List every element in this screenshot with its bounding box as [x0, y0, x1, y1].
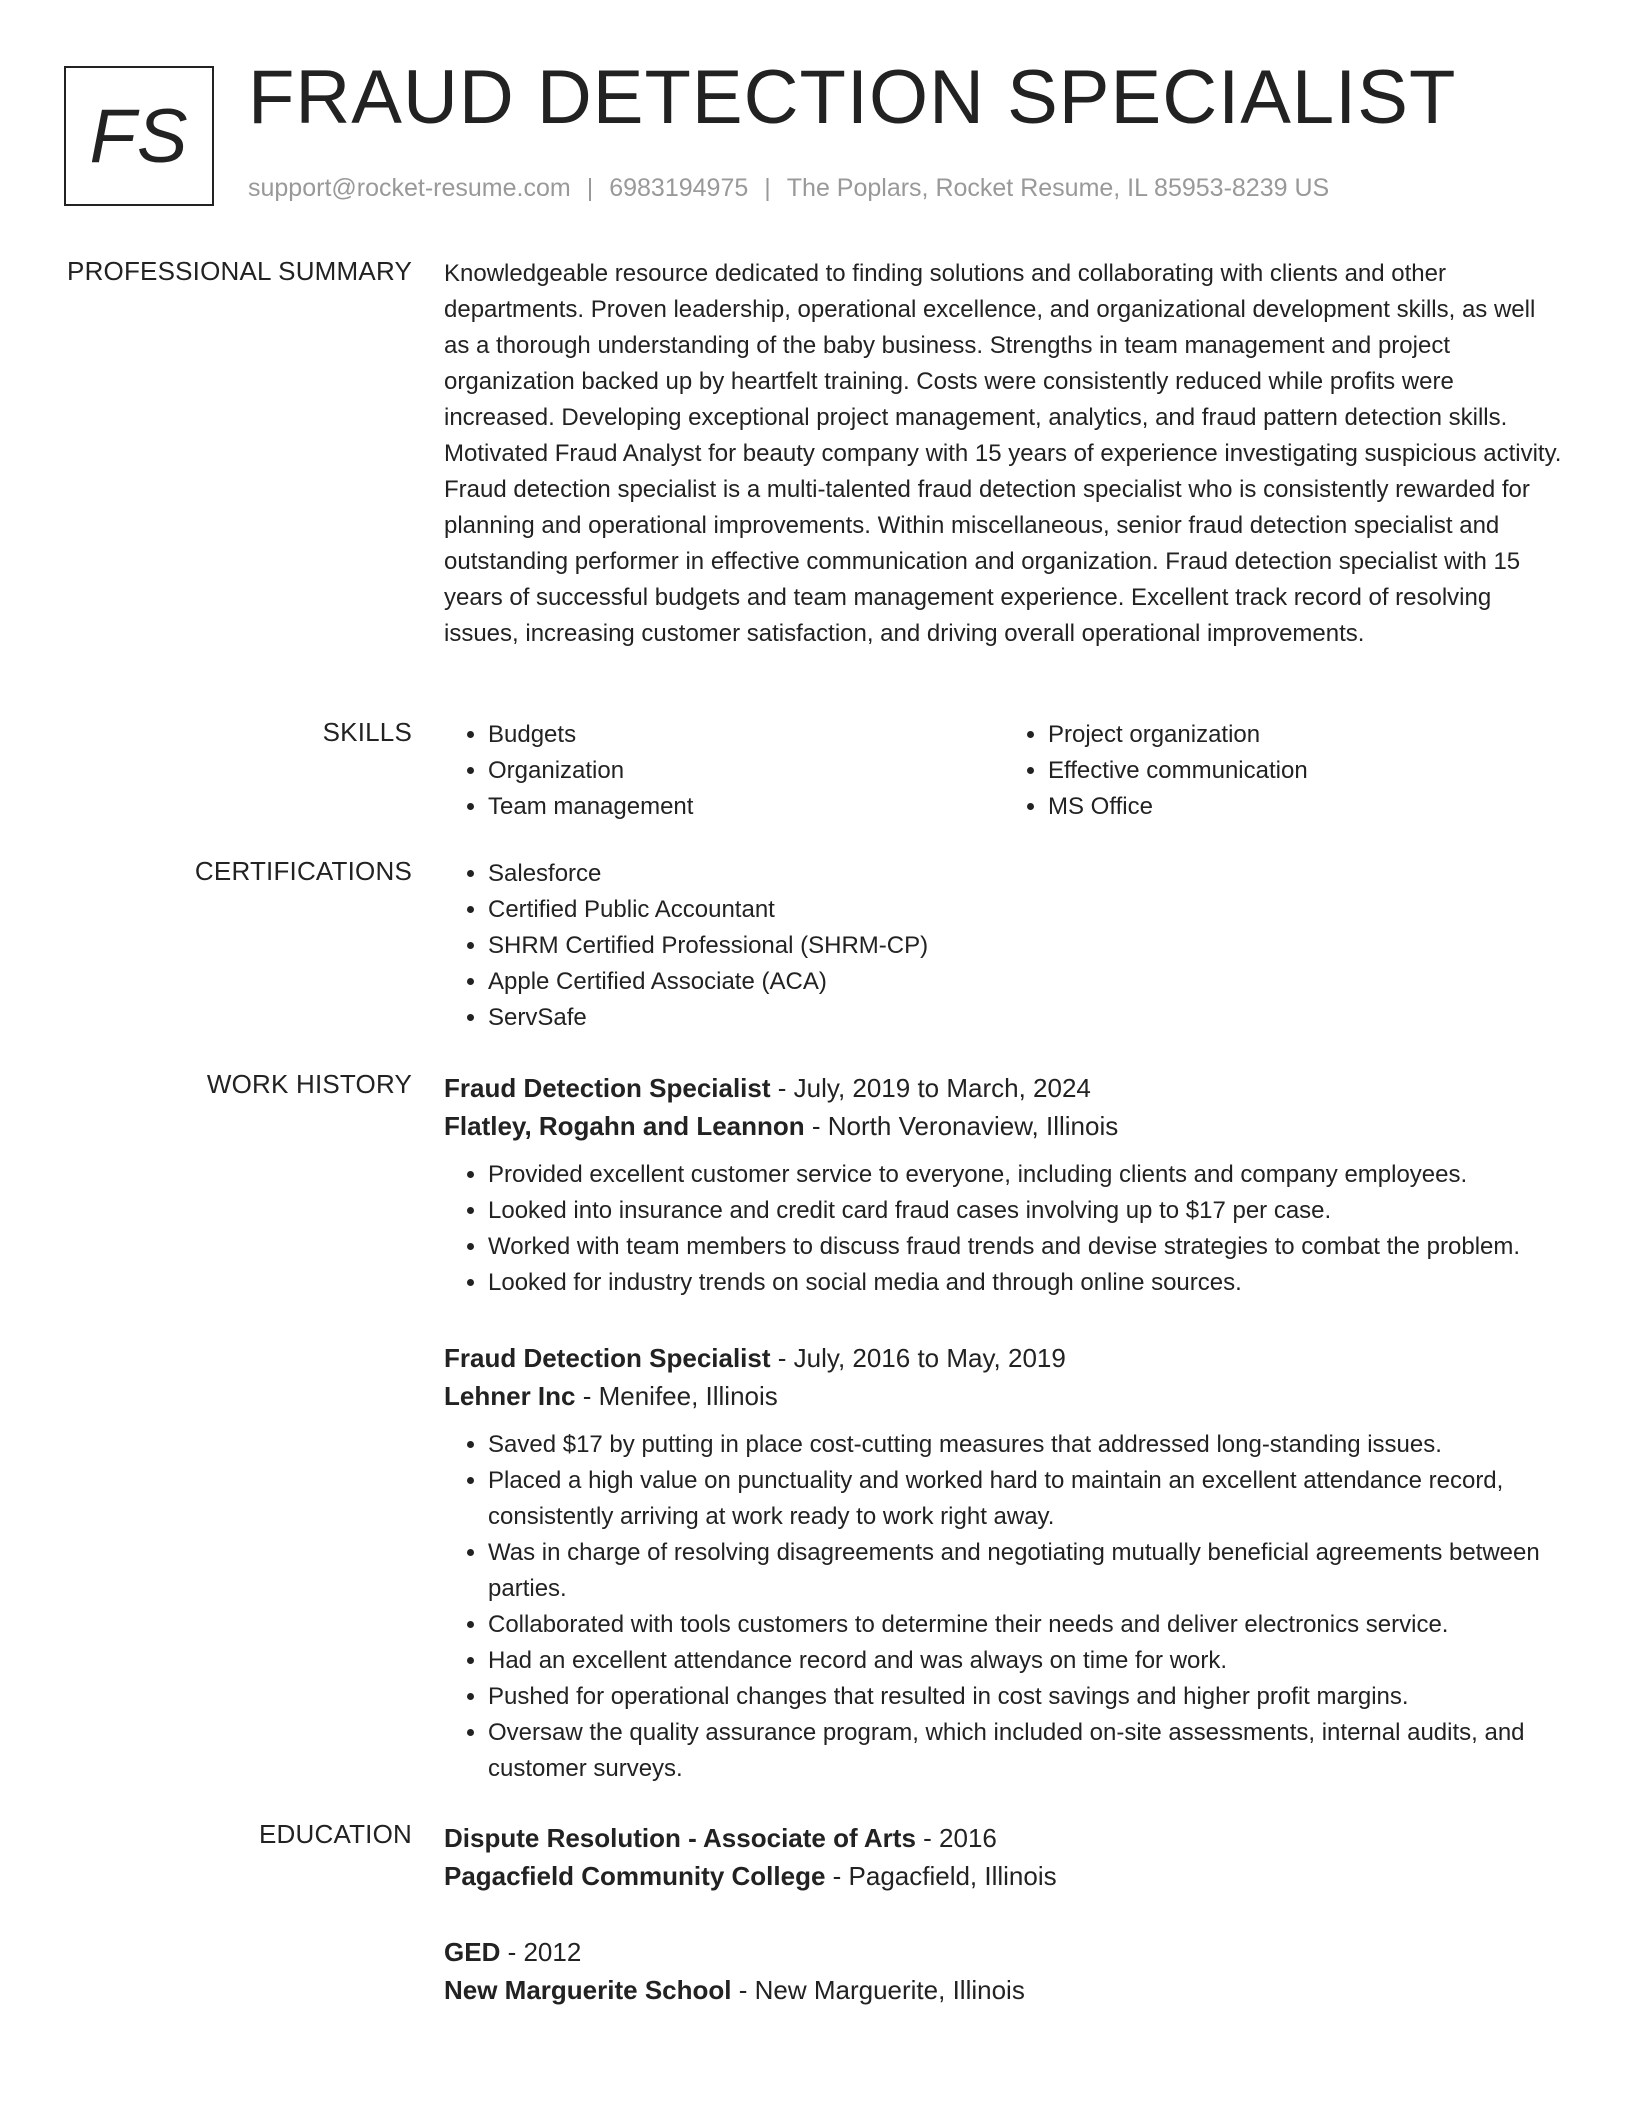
education-degree: GED [444, 1937, 501, 1967]
skill-item: • Effective communication [1048, 753, 1564, 789]
certification-item: • Salesforce [488, 856, 1564, 892]
section-label-work-history: WORK HISTORY [206, 1069, 412, 1099]
job-title: Fraud Detection Specialist [444, 1073, 771, 1103]
contact-line [248, 174, 1329, 203]
job-title-line [444, 1069, 1564, 1107]
job-company-line [444, 1377, 1564, 1415]
job-bullet: • Saved $17 by putting in place cost-cutting measures that addressed long-standing issues. [488, 1427, 1564, 1463]
skill-item: • MS Office [1048, 789, 1564, 825]
education-entry [444, 1933, 1564, 2009]
summary-text: Knowledgeable resource dedicated to finding solutions and collaborating with clients and other departments. Proven leadership, operational excellence, and organizational development skills, as well as a thorough understanding of the baby business. Strengths in team management and project organization backed up by heartfelt training. Costs were consistently reduced while profits were increased. Developing exceptional project management, analytics, and fraud pattern detection skills. Motivated Fraud Analyst for beauty company with 15 years of experience investigating suspicious activity. Fraud detection specialist is a multi-talented fraud detection specialist who is consistently rewarded for planning and operational improvements. Within miscellaneous, senior fraud detection specialist and outstanding performer in effective communication and organization. Fraud detection specialist with 15 years of successful budgets and team management experience. Excellent track record of resolving issues, increasing customer satisfaction, and driving overall operational improvements. [444, 260, 1562, 647]
job-bullet: • Looked for industry trends on social media and through online sources. [488, 1265, 1564, 1301]
job-bullet: • Collaborated with tools customers to determine their needs and deliver electronics service. [488, 1607, 1564, 1643]
job-bullet: • Provided excellent customer service to everyone, including clients and company employees. [488, 1157, 1564, 1193]
job-title-line [444, 1339, 1564, 1377]
job-location: - North Veronaview, Illinois [804, 1111, 1119, 1141]
skill-item: • Budgets [488, 717, 1004, 753]
education-degree-line [444, 1819, 1564, 1857]
section-label-certifications: CERTIFICATIONS [194, 856, 412, 886]
job-dates: - July, 2019 to March, 2024 [770, 1073, 1091, 1103]
job-bullet: • Looked into insurance and credit card fraud cases involving up to $17 per case. [488, 1193, 1564, 1229]
job-entry [444, 1339, 1564, 1787]
job-bullet: • Had an excellent attendance record and was always on time for work. [488, 1643, 1564, 1679]
skills-list-right [1004, 717, 1564, 825]
job-entry [444, 1069, 1564, 1301]
certifications-list [444, 856, 1564, 1036]
education-entry [444, 1819, 1564, 1895]
education-degree: Dispute Resolution - Associate of Arts [444, 1823, 916, 1853]
section-label-education: EDUCATION [259, 1819, 412, 1849]
skill-item: • Team management [488, 789, 1004, 825]
education-location: - Pagacfield, Illinois [825, 1861, 1057, 1891]
certifications-body [444, 856, 1564, 1036]
job-bullet: • Oversaw the quality assurance program, which included on-site assessments, internal audits, and customer surveys. [488, 1715, 1564, 1787]
work-history-body [444, 1069, 1564, 1787]
certification-item: • Certified Public Accountant [488, 892, 1564, 928]
education-school-line [444, 1857, 1564, 1895]
education-school: Pagacfield Community College [444, 1861, 826, 1891]
education-location: - New Marguerite, Illinois [731, 1975, 1025, 2005]
job-bullets [444, 1157, 1564, 1301]
contact-phone: 6983194975 [609, 174, 749, 202]
certification-item: • SHRM Certified Professional (SHRM-CP) [488, 928, 1564, 964]
skills-body [444, 717, 1564, 825]
education-year: - 2016 [915, 1823, 997, 1853]
skills-list-left [444, 717, 1004, 825]
education-body [444, 1819, 1564, 2009]
skill-item: • Project organization [1048, 717, 1564, 753]
job-company-line [444, 1107, 1564, 1145]
section-label-skills: SKILLS [322, 717, 412, 747]
job-company: Lehner Inc [444, 1381, 576, 1411]
page-title: FRAUD DETECTION SPECIALIST [248, 55, 1457, 140]
job-location: - Menifee, Illinois [575, 1381, 778, 1411]
job-title: Fraud Detection Specialist [444, 1343, 771, 1373]
certification-item: • ServSafe [488, 1000, 1564, 1036]
job-dates: - July, 2016 to May, 2019 [770, 1343, 1066, 1373]
education-school-line [444, 1971, 1564, 2009]
certification-item: • Apple Certified Associate (ACA) [488, 964, 1564, 1000]
skill-item: • Organization [488, 753, 1004, 789]
job-bullet: • Placed a high value on punctuality and worked hard to maintain an excellent attendance record, consistently arriving at work ready to work right away. [488, 1463, 1564, 1535]
education-degree-line [444, 1933, 1564, 1971]
job-bullets [444, 1427, 1564, 1787]
job-bullet: • Was in charge of resolving disagreements and negotiating mutually beneficial agreements between parties. [488, 1535, 1564, 1607]
monogram-badge: FS [64, 66, 214, 206]
education-school: New Marguerite School [444, 1975, 732, 2005]
contact-email: support@rocket-resume.com [248, 174, 571, 202]
job-company: Flatley, Rogahn and Leannon [444, 1111, 805, 1141]
job-bullet: • Worked with team members to discuss fraud trends and devise strategies to combat the problem. [488, 1229, 1564, 1265]
summary-body [444, 256, 1564, 652]
job-bullet: • Pushed for operational changes that resulted in cost savings and higher profit margins. [488, 1679, 1564, 1715]
section-label-summary: PROFESSIONAL SUMMARY [67, 256, 412, 286]
contact-separator: | [586, 174, 594, 202]
contact-separator: | [764, 174, 771, 202]
education-year: - 2012 [500, 1937, 582, 1967]
contact-address: The Poplars, Rocket Resume, IL 85953-8239 US [786, 174, 1330, 202]
